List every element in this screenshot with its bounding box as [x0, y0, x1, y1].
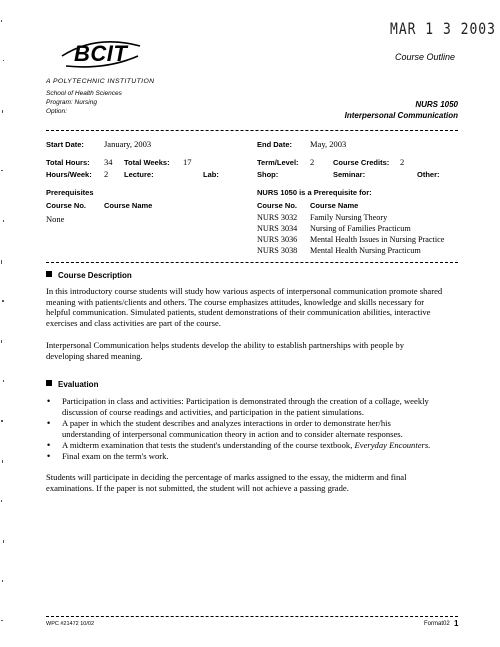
table-row: Family Nursing Theory — [310, 213, 388, 222]
total-hours-value: 34 — [104, 157, 113, 167]
text-line: understanding of interpersonal communication theory in action and to consider alternate responses. — [62, 428, 403, 439]
evaluation-heading — [46, 380, 98, 389]
text-line: developing shared meaning. — [46, 350, 143, 361]
text-line: Interpersonal Communication helps students develop the ability to establish partnerships with people by — [46, 340, 405, 350]
text-line: discussion of course readings and activities, and participation in the patient simulations. — [62, 406, 364, 417]
table-row: Mental Health Nursing Practicum — [310, 246, 421, 255]
prereq-for-col-no: Course No. — [257, 201, 298, 210]
institution-name: A POLYTECHNIC INSTITUTION — [46, 78, 155, 85]
lecture-label: Lecture: — [124, 170, 154, 179]
start-date-label: Start Date: — [46, 140, 84, 149]
prereq-title: Prerequisites — [46, 188, 94, 197]
footer-ref: WPC #21472 10/02 — [46, 621, 95, 627]
text-line: helpful communication. Simulated patients, student demonstrations of their communication abilities, interactive — [46, 307, 431, 318]
text-line: In this introductory course students will study how various aspects of interpersonal communication promote shared — [46, 286, 443, 296]
section-square-icon — [46, 271, 52, 277]
bullet-icon: • — [47, 396, 51, 406]
seminar-label: Seminar: — [333, 170, 366, 179]
prereq-for-col-name: Course Name — [310, 201, 359, 210]
prereq-none: None — [46, 214, 65, 224]
shop-label: Shop: — [257, 170, 279, 179]
divider-footer — [46, 616, 458, 617]
text-line: A midterm examination that tests the student's understanding of the course textbook, — [62, 440, 353, 450]
lab-label: Lab: — [203, 170, 219, 179]
description-p2 — [46, 340, 466, 361]
list-item — [62, 418, 472, 439]
table-row: NURS 3036 — [257, 235, 298, 244]
list-item — [62, 396, 472, 417]
table-row: Mental Health Issues in Nursing Practice — [310, 235, 445, 244]
logo-text: BCIT — [74, 41, 128, 66]
scan-noise — [0, 0, 6, 647]
course-title: Interpersonal Communication — [344, 111, 458, 120]
bullet-icon: • — [47, 418, 51, 428]
description-heading — [46, 271, 132, 280]
description-heading-text: Course Description — [58, 271, 132, 280]
term-value: 2 — [310, 157, 315, 167]
option-label: Option: — [46, 108, 67, 115]
credits-value: 2 — [400, 157, 405, 167]
text-line: meaning with patients/clients and others. The course emphasizes attitudes, knowledge and skills necessary for — [46, 296, 425, 307]
divider-top — [46, 130, 458, 131]
text-line: examinations. If the paper is not submitted, the student will not achieve a passing grade. — [46, 482, 349, 493]
text-line: Final exam on the term's work. — [62, 451, 169, 461]
school-name: School of Health Sciences — [46, 90, 122, 97]
section-square-icon — [46, 380, 52, 386]
total-hours-label: Total Hours: — [46, 158, 90, 167]
bullet-icon: • — [47, 451, 51, 461]
bullet-icon: • — [47, 440, 51, 450]
text-line: exercises and class activities are part of the course. — [46, 317, 221, 328]
prereq-col-name: Course Name — [104, 201, 153, 210]
end-date-value: May, 2003 — [310, 139, 347, 149]
text-line: Students will participate in deciding the percentage of marks assigned to the essay, the midterm and final — [46, 472, 407, 482]
program-name: Program: Nursing — [46, 99, 97, 106]
description-p1 — [46, 286, 466, 328]
course-code: NURS 1050 — [415, 100, 458, 109]
other-label: Other: — [417, 170, 440, 179]
list-item — [62, 440, 472, 451]
end-date-label: End Date: — [257, 140, 293, 149]
hours-week-value: 2 — [104, 169, 109, 179]
evaluation-heading-text: Evaluation — [58, 380, 99, 389]
list-item — [62, 451, 472, 462]
total-weeks-label: Total Weeks: — [124, 158, 170, 167]
evaluation-closing — [46, 472, 466, 493]
text-line: A paper in which the student describes and analyzes interactions in order to demonstrate her/his — [62, 418, 391, 428]
textbook-title: Everyday Encounters. — [354, 440, 431, 450]
page-number: 1 — [454, 619, 459, 628]
received-stamp: MAR 1 3 2003 — [390, 20, 496, 39]
hours-week-label: Hours/Week: — [46, 170, 92, 179]
prereq-col-no: Course No. — [46, 201, 87, 210]
bcit-logo — [56, 36, 146, 72]
table-row: NURS 3038 — [257, 246, 298, 255]
footer-format: Format02 — [424, 621, 450, 627]
divider-mid — [46, 262, 458, 263]
total-weeks-value: 17 — [183, 157, 192, 167]
table-row: NURS 3032 — [257, 213, 298, 222]
text-line: Participation in class and activities: Participation is demonstrated through the creation of a collage, weekly — [62, 396, 429, 406]
table-row: Nursing of Families Practicum — [310, 224, 411, 233]
table-row: NURS 3034 — [257, 224, 298, 233]
credits-label: Course Credits: — [333, 158, 390, 167]
prereq-for-title: NURS 1050 is a Prerequisite for: — [257, 188, 372, 197]
term-label: Term/Level: — [257, 158, 299, 167]
doc-type: Course Outline — [395, 52, 456, 62]
start-date-value: January, 2003 — [104, 139, 152, 149]
